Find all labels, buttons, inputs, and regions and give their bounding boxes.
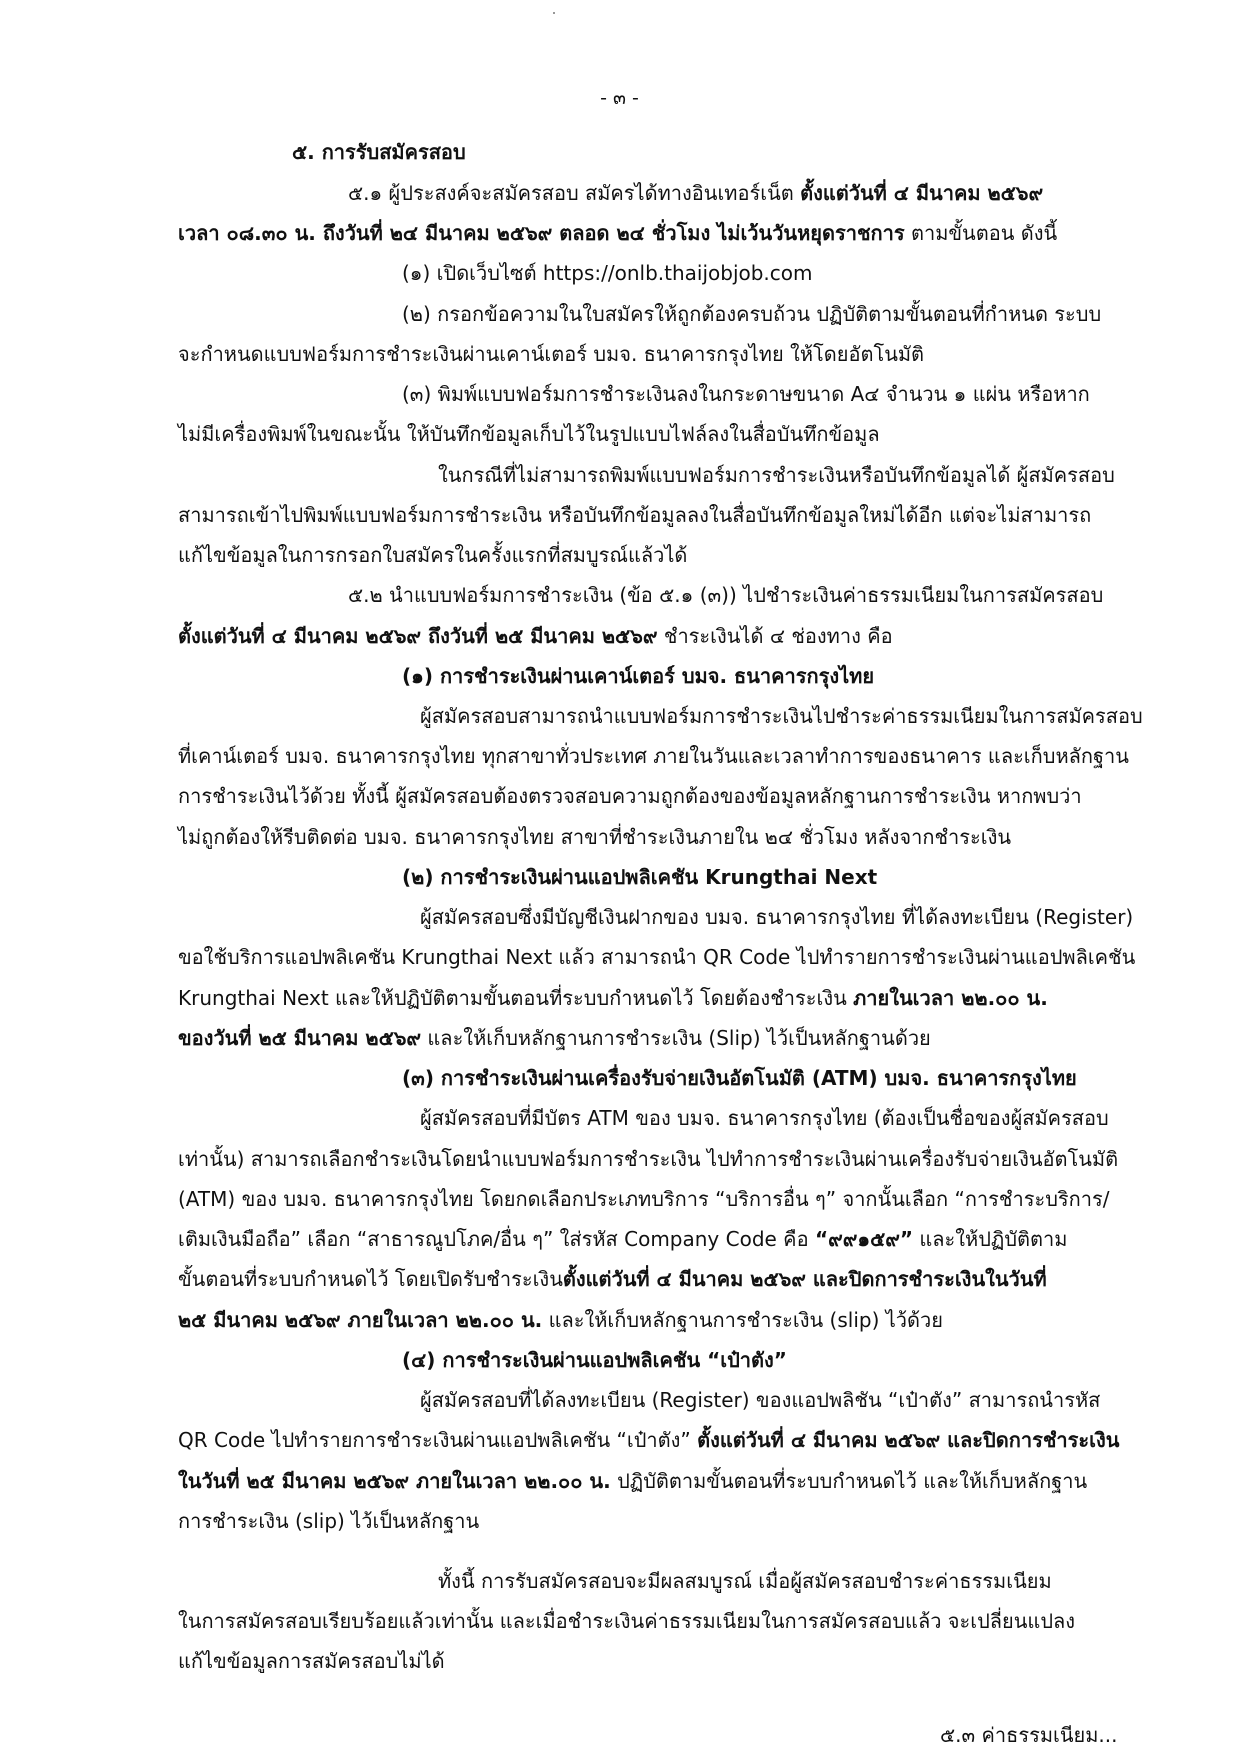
body-text: (๓) พิมพ์แบบฟอร์มการชำระเงินลงในกระดาษขนาด A๔ จำนวน ๑ แผ่น หรือหาก <box>402 382 1090 406</box>
bold-text: ภายในเวลา ๒๒.๐๐ น. <box>853 986 1048 1010</box>
text-line <box>178 414 880 454</box>
body-text: ผู้สมัครสอบซึ่งมีบัญชีเงินฝากของ บมจ. ธนาคารกรุงไทย ที่ได้ลงทะเบียน (Register) <box>420 905 1134 929</box>
subsection-heading <box>402 857 877 897</box>
bold-text: ตั้งแต่วันที่ ๔ มีนาคม ๒๕๖๙ ถึงวันที่ ๒๕ มีนาคม ๒๕๖๙ <box>178 624 658 648</box>
body-text: ชำระเงินได้ ๔ ช่องทาง คือ <box>657 624 893 648</box>
text-line <box>178 817 1011 857</box>
body-text: ขั้นตอนที่ระบบกำหนดไว้ โดยเปิดรับชำระเงิน <box>178 1267 563 1291</box>
subsection-heading <box>402 1058 1077 1098</box>
text-line <box>178 776 1082 816</box>
page-number: - ๓ - <box>600 87 639 109</box>
body-text: ๕.๓ ค่าธรรมเนียม... <box>940 1723 1118 1747</box>
text-line <box>348 575 1103 615</box>
body-text: แก้ไขข้อมูลในการกรอกใบสมัครในครั้งแรกที่สมบูรณ์แล้วได้ <box>178 543 688 567</box>
bold-text: (๓) การชำระเงินผ่านเครื่องรับจ่ายเงินอัตโนมัติ (ATM) บมจ. ธนาคารกรุงไทย <box>402 1066 1077 1090</box>
text-line <box>178 1018 931 1058</box>
bold-text: (๔) การชำระเงินผ่านแอปพลิเคชัน “เป๋าตัง” <box>402 1348 787 1372</box>
subsection-heading <box>402 656 874 696</box>
next-page-continuation <box>940 1715 1118 1755</box>
body-text: เท่านั้น) สามารถเลือกชำระเงินโดยนำแบบฟอร์มการชำระเงิน ไปทำการชำระเงินผ่านเครื่องรับจ่ายเงินอัตโนมัติ <box>178 1147 1119 1171</box>
text-line <box>420 696 1143 736</box>
bold-text: ตั้งแต่วันที่ ๔ มีนาคม ๒๕๖๙ และปิดการชำระเงิน <box>697 1428 1120 1452</box>
text-line <box>402 374 1090 414</box>
text-line <box>402 253 813 293</box>
text-line <box>178 1139 1118 1179</box>
body-text: การชำระเงินไว้ด้วย ทั้งนี้ ผู้สมัครสอบต้องตรวจสอบความถูกต้องของข้อมูลหลักฐานการชำระเงิน หากพบว่า <box>178 784 1082 808</box>
text-line <box>178 1641 445 1681</box>
body-text: (ATM) ของ บมจ. ธนาคารกรุงไทย โดยกดเลือกประเภทบริการ “บริการอื่น ๆ” จากนั้นเลือก “การชำระบริการ/ <box>178 1187 1110 1211</box>
bold-text: ในวันที่ ๒๕ มีนาคม ๒๕๖๙ ภายในเวลา ๒๒.๐๐ น. <box>178 1469 611 1493</box>
body-text: ทั้งนี้ การรับสมัครสอบจะมีผลสมบูรณ์ เมื่อผู้สมัครสอบชำระค่าธรรมเนียม <box>438 1569 1052 1593</box>
body-text: จะกำหนดแบบฟอร์มการชำระเงินผ่านเคาน์เตอร์ บมจ. ธนาคารกรุงไทย ให้โดยอัตโนมัติ <box>178 342 925 366</box>
body-text: ในกรณีที่ไม่สามารถพิมพ์แบบฟอร์มการชำระเงินหรือบันทึกข้อมูลได้ ผู้สมัครสอบ <box>438 463 1115 487</box>
text-line <box>178 213 1057 253</box>
text-line <box>178 937 1135 977</box>
text-line <box>178 535 687 575</box>
body-text: สามารถเข้าไปพิมพ์แบบฟอร์มการชำระเงิน หรือบันทึกข้อมูลลงในสื่อบันทึกข้อมูลใหม่ได้อีก แต่จะไม่สามารถ <box>178 503 1092 527</box>
body-text: ผู้สมัครสอบที่มีบัตร ATM ของ บมจ. ธนาคารกรุงไทย (ต้องเป็นชื่อของผู้สมัครสอบ <box>420 1106 1109 1130</box>
body-text: (๒) กรอกข้อความในใบสมัครให้ถูกต้องครบถ้วน ปฏิบัติตามขั้นตอนที่กำหนด ระบบ <box>402 302 1102 326</box>
body-text: ผู้สมัครสอบที่ได้ลงทะเบียน (Register) ของแอปพลิชัน “เป๋าตัง” สามารถนำรหัส <box>420 1388 1101 1412</box>
body-text: (๑) เปิดเว็บไซต์ https://onlb.thaijobjob.com <box>402 261 813 285</box>
text-line <box>178 1219 1067 1259</box>
text-line <box>178 736 1129 776</box>
text-line <box>178 1420 1119 1460</box>
body-text: ผู้สมัครสอบสามารถนำแบบฟอร์มการชำระเงินไปชำระค่าธรรมเนียมในการสมัครสอบ <box>420 704 1143 728</box>
text-line <box>178 1300 943 1340</box>
bold-text: (๒) การชำระเงินผ่านแอปพลิเคชัน Krungthai Next <box>402 865 878 889</box>
body-text: ๕.๑ ผู้ประสงค์จะสมัครสอบ สมัครได้ทางอินเทอร์เน็ต <box>348 181 801 205</box>
text-line <box>178 334 924 374</box>
text-line <box>178 1461 1087 1501</box>
bold-text: ๒๕ มีนาคม ๒๕๖๙ ภายในเวลา ๒๒.๐๐ น. <box>178 1308 543 1332</box>
bold-text: ๕. การรับสมัครสอบ <box>292 140 466 164</box>
body-text: เติมเงินมือถือ” เลือก “สาธารณูปโภค/อื่น ๆ” ใส่รหัส Company Code คือ <box>178 1227 815 1251</box>
scan-mark <box>553 12 555 14</box>
text-line <box>178 1179 1109 1219</box>
text-line <box>420 1098 1109 1138</box>
body-text: และให้เก็บหลักฐานการชำระเงิน (Slip) ไว้เป็นหลักฐานด้วย <box>421 1026 931 1050</box>
bold-text: ตั้งแต่วันที่ ๔ มีนาคม ๒๕๖๙ <box>800 181 1044 205</box>
body-text: ที่เคาน์เตอร์ บมจ. ธนาคารกรุงไทย ทุกสาขาทั่วประเทศ ภายในวันและเวลาทำการของธนาคาร และเก็บหลักฐาน <box>178 744 1129 768</box>
body-text: ไม่มีเครื่องพิมพ์ในขณะนั้น ให้บันทึกข้อมูลเก็บไว้ในรูปแบบไฟล์ลงในสื่อบันทึกข้อมูล <box>178 422 880 446</box>
body-text: ปฏิบัติตามขั้นตอนที่ระบบกำหนดไว้ และให้เก็บหลักฐาน <box>610 1469 1088 1493</box>
bold-text: (๑) การชำระเงินผ่านเคาน์เตอร์ บมจ. ธนาคารกรุงไทย <box>402 664 875 688</box>
text-line <box>402 294 1101 334</box>
body-text: QR Code ไปทำรายการชำระเงินผ่านแอปพลิเคชัน “เป๋าตัง” <box>178 1428 698 1452</box>
text-line <box>178 1259 1047 1299</box>
body-text: Krungthai Next และให้ปฏิบัติตามขั้นตอนที่ระบบกำหนดไว้ โดยต้องชำระเงิน <box>178 986 854 1010</box>
subsection-heading <box>402 1340 787 1380</box>
text-line <box>420 897 1133 937</box>
body-text: ในการสมัครสอบเรียบร้อยแล้วเท่านั้น และเมื่อชำระเงินค่าธรรมเนียมในการสมัครสอบแล้ว จะเปลี่ยนแปลง <box>178 1609 1076 1633</box>
bold-text: “๙๙๑๕๙” <box>814 1227 914 1251</box>
text-line <box>420 1380 1100 1420</box>
text-line <box>348 173 1043 213</box>
body-text: ตามขั้นตอน ดังนี้ <box>904 221 1058 245</box>
bold-text: ตั้งแต่วันที่ ๔ มีนาคม ๒๕๖๙ และปิดการชำระเงินในวันที่ <box>562 1267 1047 1291</box>
text-line <box>438 1561 1052 1601</box>
body-text: และให้ปฏิบัติตาม <box>913 1227 1068 1251</box>
text-line <box>178 616 893 656</box>
body-text: ๕.๒ นำแบบฟอร์มการชำระเงิน (ข้อ ๕.๑ (๓)) ไปชำระเงินค่าธรรมเนียมในการสมัครสอบ <box>348 583 1104 607</box>
body-text: ขอใช้บริการแอปพลิเคชัน Krungthai Next แล้ว สามารถนำ QR Code ไปทำรายการชำระเงินผ่านแอปพลิเคชัน <box>178 945 1136 969</box>
body-text: ไม่ถูกต้องให้รีบติดต่อ บมจ. ธนาคารกรุงไทย สาขาที่ชำระเงินภายใน ๒๔ ชั่วโมง หลังจากชำระเงิน <box>178 825 1012 849</box>
text-line <box>178 1501 479 1541</box>
text-line <box>438 455 1115 495</box>
section-heading <box>292 132 466 172</box>
text-line <box>178 978 1048 1018</box>
bold-text: เวลา ๐๘.๓๐ น. ถึงวันที่ ๒๔ มีนาคม ๒๕๖๙ ตลอด ๒๔ ชั่วโมง ไม่เว้นวันหยุดราชการ <box>178 221 905 245</box>
bold-text: ของวันที่ ๒๕ มีนาคม ๒๕๖๙ <box>178 1026 422 1050</box>
body-text: การชำระเงิน (slip) ไว้เป็นหลักฐาน <box>178 1509 480 1533</box>
body-text: และให้เก็บหลักฐานการชำระเงิน (slip) ไว้ด้วย <box>542 1308 943 1332</box>
text-line <box>178 495 1091 535</box>
body-text: แก้ไขข้อมูลการสมัครสอบไม่ได้ <box>178 1649 445 1673</box>
text-line <box>178 1601 1075 1641</box>
